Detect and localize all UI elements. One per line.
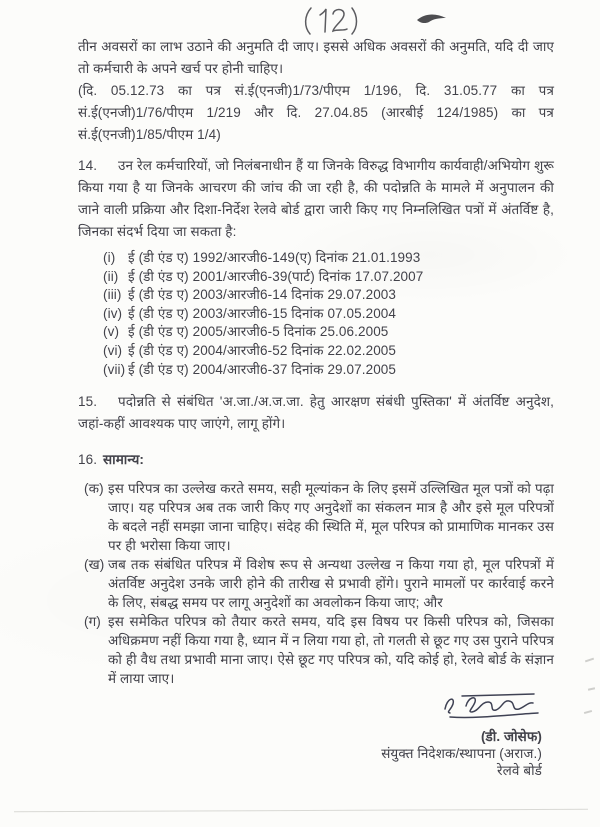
page-edge-scan-line: [14, 809, 588, 813]
general-item-text: इस समेकित परिपत्र को तैयार करते समय, यदि इस विषय पर किसी परिपत्र को, जिसका अधिक्रमण नहीं किया गया है, ध्यान में न लिया गया हो, तो गलती से छूट गए उस पुराने परिपत्र को ही वैध तथा प्रभावी माना जाए। ऐसे छूट गए परिपत्र को, यदि कोई हो, रेलवे बोर्ड के संज्ञान में लाया जाए।: [108, 614, 554, 687]
tick-swoosh-strokes: [416, 11, 448, 26]
general-item-text: इस परिपत्र का उल्लेख करते समय, सही मूल्यांकन के लिए इसमें उल्लिखित मूल पत्रों को पढ़ा जाए। यह परिपत्र अब तक जारी किए गए अनुदेशों का संकलन मात्र है और इसे मूल परिपत्रों के बदले नहीं समझा जाना चाहिए। संदेह की स्थिति में, मूल परिपत्र को प्रामाणिक मानकर उस पर ही भरोसा किया जाए।: [108, 481, 554, 554]
list-item: [103, 342, 554, 361]
general-item-text: जब तक संबंधित परिपत्र में विशेष रूप से अन्यथा उल्लेख न किया गया हो, मूल परिपत्रों में अंतर्विष्ट अनुदेश उनके जारी होने की तारीख से प्रभावी होंगे। पुराने मामलों पर कार्रवाई करने के लिए, संबद्ध समय पर लागू अनुदेशों का अवलोकन किया जाए; और: [108, 557, 554, 611]
list-item-text: ई (डी एंड ए) 1992/आरजी6-149(ए) दिनांक 21.01.1993: [128, 250, 421, 265]
general-item-label: (क): [84, 481, 104, 497]
list-item: [103, 305, 554, 324]
list-item-text: ई (डी एंड ए) 2001/आरजी6-39(पार्ट) दिनांक 17.07.2007: [128, 268, 424, 284]
general-item: [84, 479, 554, 555]
list-item: [103, 249, 554, 268]
handwritten-page-number-strokes: [300, 5, 358, 37]
pencil-mark: [588, 687, 595, 690]
intro-reference-paragraph: (दि. 05.12.73 का पत्र सं.ई(एनजी)1/73/पीएम 1/196, दि. 31.05.77 का पत्र सं.ई(एनजी)1/76/पीएम 1/219 और दि. 27.04.85 (आरबीई 124/1985) का पत्र सं.ई(एनजी)1/85/पीएम 1/4): [78, 83, 554, 142]
paragraph-14: [78, 155, 554, 243]
list-item-label: (vi): [103, 342, 123, 358]
paragraph-15-text: पदोन्नति से संबंधित 'अ.जा./अ.ज.जा. हेतु आरक्षण संबंधी पुस्तिका' में अंतर्विष्ट अनुदेश, जहां-कहीं आवश्यक पाए जाएंगे, लागू होंगे।: [78, 394, 554, 432]
document-body: [78, 36, 554, 779]
general-item-label: (ख): [84, 557, 105, 573]
signature-strokes: [438, 688, 542, 722]
list-item-text: ई (डी एंड ए) 2004/आरजी6-52 दिनांक 22.02.2005: [128, 342, 397, 358]
paragraph-14-text: उन रेल कर्मचारियों, जो निलंबनाधीन हैं या जिनके विरुद्ध विभागीय कार्यवाही/अभियोग शुरू किया गया है या जिनके आचरण की जांच की जा रही है, की पदोन्नति के मामले में अनुपालन की जाने वाली प्रक्रिया और दिशा-निर्देश रेलवे बोर्ड द्वारा जारी किए गए निम्नलिखित पत्रों में अंतर्विष्ट है, जिनका संदर्भ दिया जा सकता है:: [78, 158, 554, 239]
handwritten-signature: [438, 688, 542, 729]
section-16-number: 16.: [78, 452, 98, 468]
list-item: [103, 268, 554, 287]
pencil-mark: [585, 658, 594, 663]
handwritten-tick-icon: [416, 11, 448, 31]
general-items-list: [84, 479, 554, 688]
letter-reference-list: [103, 249, 554, 379]
list-item-label: (v): [103, 324, 120, 340]
signatory-organisation: रेलवे बोर्ड: [497, 763, 542, 779]
list-item-text: ई (डी एंड ए) 2003/आरजी6-14 दिनांक 29.07.2003: [128, 287, 397, 303]
list-item: [103, 286, 554, 305]
list-item-text: ई (डी एंड ए) 2005/आरजी6-5 दिनांक 25.06.2005: [128, 324, 389, 340]
signatory-designation: संयुक्त निदेशक/स्थापना (अराज.): [381, 746, 542, 762]
pencil-mark: [584, 710, 592, 714]
general-item-label: (ग): [84, 614, 101, 630]
signature-block: [78, 688, 554, 779]
signatory-name: (डी. जोसेफ): [480, 729, 542, 745]
section-16-heading: [78, 449, 554, 471]
list-item-text: ई (डी एंड ए) 2003/आरजी6-15 दिनांक 07.05.2004: [128, 305, 397, 321]
general-item: [84, 555, 554, 612]
paragraph-15: [78, 391, 554, 435]
list-item: [103, 361, 554, 380]
list-item-label: (ii): [103, 268, 119, 284]
paragraph-15-number: 15.: [78, 394, 98, 410]
list-item-label: (vii): [103, 361, 126, 377]
section-16-title: सामान्य:: [103, 452, 144, 468]
list-item-label: (iv): [103, 305, 123, 321]
paragraph-14-number: 14.: [78, 158, 98, 173]
general-item: [84, 612, 554, 688]
list-item-label: (iii): [103, 287, 122, 303]
list-item: [103, 323, 554, 342]
list-item-label: (i): [103, 250, 116, 265]
intro-paragraph: तीन अवसरों का लाभ उठाने की अनुमति दी जाए। इससे अधिक अवसरों की अनुमति, यदि दी जाए तो कर्मचारी के अपने खर्च पर होनी चाहिए।: [78, 39, 554, 76]
list-item-text: ई (डी एंड ए) 2004/आरजी6-37 दिनांक 29.07.2005: [128, 361, 397, 377]
